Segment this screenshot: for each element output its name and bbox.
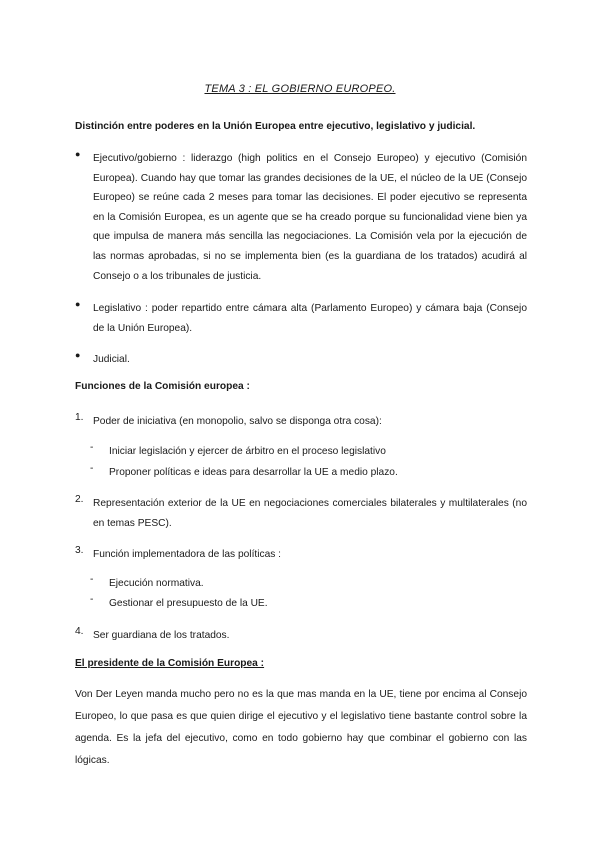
item-text: Función implementadora de las políticas : — [93, 549, 282, 560]
item-number: 2. — [75, 494, 84, 505]
dash-mark: - — [90, 594, 94, 605]
sub-item-text: Iniciar legislación y ejercer de árbitro en el proceso legislativo — [109, 446, 386, 457]
dash-mark: - — [90, 463, 94, 474]
item-text: Representación exterior de la UE en negociaciones comerciales bilaterales y multilaterales (no en temas PESC). — [93, 498, 527, 529]
bullet-item-legislative — [75, 299, 527, 338]
sub-item — [90, 574, 527, 594]
president-paragraph: Von Der Leyen manda mucho pero no es la que mas manda en la UE, tiene por encima al Consejo Europeo, lo que pasa es que quien dirige el ejecutivo y el legislativo tiene bastante control sobre la agenda. Es la jefa del ejecutivo, como en todo gobierno hay que combinar el gobierno con las lógicas. — [75, 689, 527, 766]
document-title: TEMA 3 : EL GOBIERNO EUROPEO. — [204, 83, 396, 95]
bullet-text: Ejecutivo/gobierno : liderazgo (high politics en el Consejo Europeo) y ejecutivo (Comisión Europea). Cuando hay que tomar las grandes decisiones de la UE, el núcleo de la UE (Consejo Europeo) se reúne cada 2 meses para tomar las decisiones. El poder ejecutivo se representa en la Comisión Europea, es un agente que se ha creado porque su funcionalidad viene bien ya que impulsa de manera más sencilla las negociaciones. La Comisión vela por la ejecución de las normas aprobadas, si no se implementa bien (es la guardiana de los tratados) acudirá al Consejo o a los tribunales de justicia. — [93, 153, 527, 282]
item-text: Ser guardiana de los tratados. — [93, 630, 230, 641]
bullet-text: Legislativo : poder repartido entre cámara alta (Parlamento Europeo) y cámara baja (Consejo de la Unión Europea). — [93, 303, 527, 334]
sub-item — [90, 442, 527, 462]
numbered-item-1 — [75, 412, 527, 432]
dash-mark: - — [90, 574, 94, 585]
item-number: 4. — [75, 626, 84, 637]
bullet-text: Judicial. — [93, 354, 130, 365]
section-heading-powers: Distinción entre poderes en la Unión Europea entre ejecutivo, legislativo y judicial. — [75, 121, 476, 132]
bullet-mark: ● — [75, 149, 81, 159]
sub-item-text: Proponer políticas e ideas para desarrollar la UE a medio plazo. — [109, 467, 398, 478]
bullet-mark: ● — [75, 299, 81, 309]
dash-mark: - — [90, 442, 94, 453]
numbered-item-2 — [75, 494, 527, 533]
sub-item-text: Gestionar el presupuesto de la UE. — [109, 598, 268, 609]
bullet-item-executive — [75, 149, 527, 286]
sub-item-text: Ejecución normativa. — [109, 578, 204, 589]
section-heading-functions: Funciones de la Comisión europea : — [75, 381, 250, 392]
sub-item — [90, 594, 527, 614]
numbered-item-4 — [75, 626, 527, 646]
bullet-item-judicial — [75, 350, 527, 370]
section-heading-president: El presidente de la Comisión Europea : — [75, 658, 265, 669]
bullet-mark: ● — [75, 350, 81, 360]
item-text: Poder de iniciativa (en monopolio, salvo se disponga otra cosa): — [93, 416, 382, 427]
item-number: 3. — [75, 545, 84, 556]
numbered-item-3 — [75, 545, 527, 565]
sub-item — [90, 463, 527, 483]
item-number: 1. — [75, 412, 84, 423]
